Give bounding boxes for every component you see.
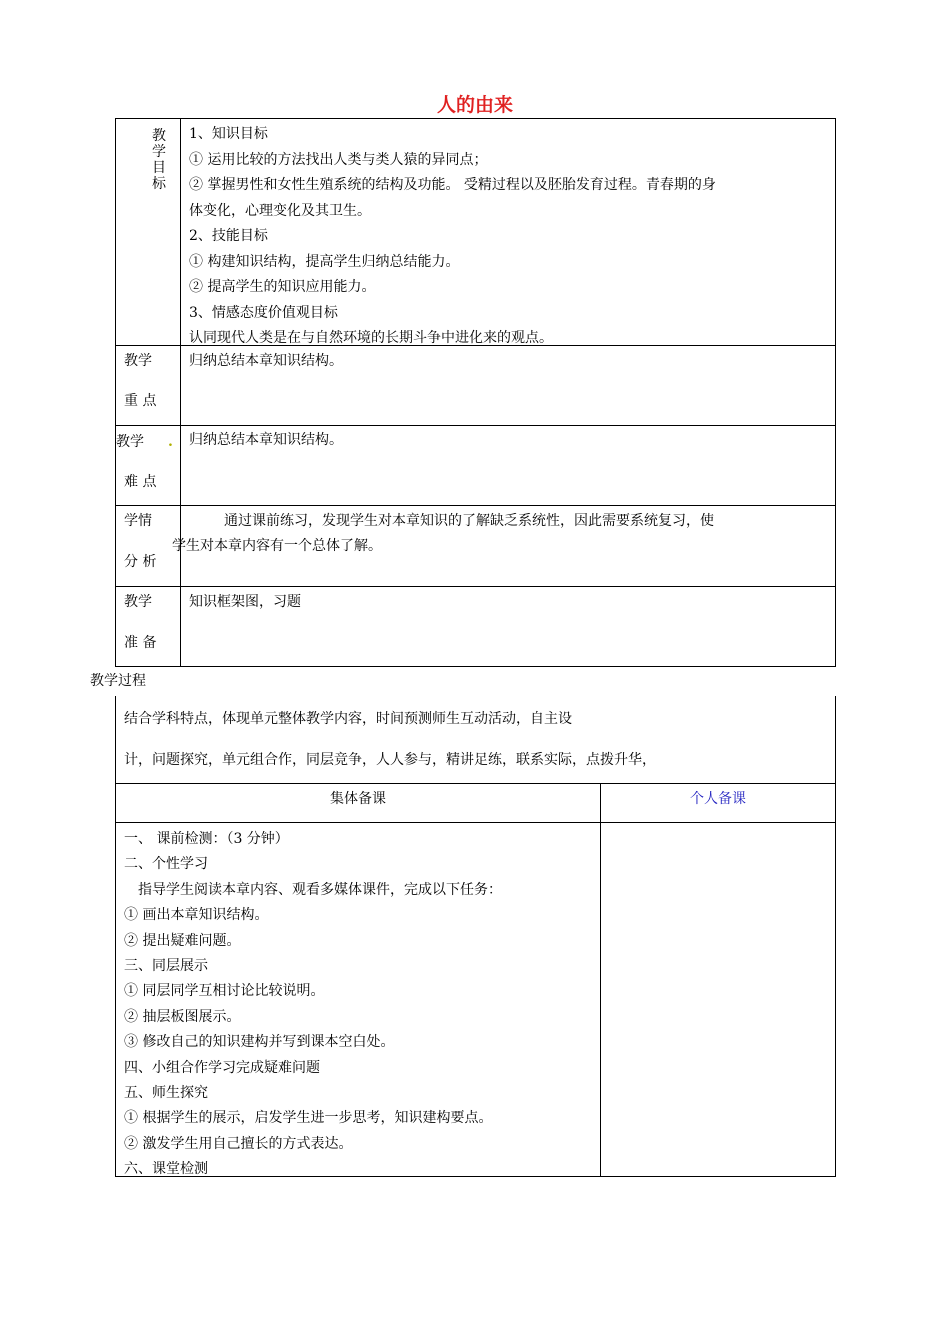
difficulty-label-top: 教学 (116, 434, 144, 450)
objective-line: 2、技能目标 (189, 228, 268, 244)
objective-line: ① 构建知识结构，提高学生归纳总结能力。 (189, 253, 460, 270)
analysis-line-1: 通过课前练习，发现学生对本章知识的了解缺乏系统性，因此需要系统复习，使 (224, 513, 714, 529)
list-item: 二、个性学习 (124, 856, 208, 873)
analysis-line-2: 学生对本章内容有一个总体了解。 (172, 538, 382, 554)
objective-line: 认同现代人类是在与自然环境的长期斗争中进化来的观点。 (189, 330, 553, 346)
preparation-text: 知识框架图，习题 (189, 594, 301, 610)
group-prep-header: 集体备课 (330, 791, 386, 807)
process-label: 教学过程 (90, 673, 146, 689)
key-point-label-bottom: 重 点 (124, 393, 157, 409)
page-title: 人的由来 (436, 94, 513, 116)
process-line-1: 结合学科特点，体现单元整体教学内容，时间预测师生互动活动，自主设 (124, 711, 572, 727)
list-item: ① 画出本章知识结构。 (124, 907, 269, 924)
process-line-2: 计，问题探究，单元组合作，同层竞争，人人参与，精讲足练，联系实际，点拨升华， (124, 752, 656, 768)
list-item: ① 根据学生的展示，启发学生进一步思考，知识建构要点。 (124, 1110, 493, 1127)
objective-line: ① 运用比较的方法找出人类与类人猿的异同点； (189, 151, 488, 168)
list-item: 一、 课前检测：（3 分钟） (124, 831, 289, 847)
objectives-content (189, 122, 716, 352)
list-item: ① 同层同学互相讨论比较说明。 (124, 983, 325, 1000)
personal-prep-header: 个人备课 (690, 791, 746, 807)
difficulty-dot: . (168, 434, 173, 450)
list-item: 五、师生探究 (124, 1085, 208, 1102)
objective-line: ② 掌握男性和女性生殖系统的结构及功能。 受精过程以及胚胎发育过程。青春期的身 (189, 177, 716, 193)
list-item: 六、课堂检测 (124, 1161, 208, 1178)
key-point-text: 归纳总结本章知识结构。 (189, 353, 343, 369)
difficulty-text: 归纳总结本章知识结构。 (189, 432, 343, 448)
analysis-label-top: 学情 (124, 513, 152, 529)
key-point-label-top: 教学 (124, 353, 152, 369)
list-item: 三、同层展示 (124, 958, 208, 975)
list-item: ② 激发学生用自己擅长的方式表达。 (124, 1135, 353, 1152)
list-item: ③ 修改自己的知识建构并写到课本空白处。 (124, 1034, 395, 1051)
list-item: 指导学生阅读本章内容、观看多媒体课件，完成以下任务： (124, 881, 502, 898)
objective-line: ② 提高学生的知识应用能力。 (189, 279, 376, 295)
objective-line: 3、情感态度价值观目标 (189, 304, 338, 321)
list-item: 四、小组合作学习完成疑难问题 (124, 1059, 320, 1076)
preparation-label-top: 教学 (124, 594, 152, 610)
difficulty-label-bottom: 难 点 (124, 474, 157, 490)
objective-line: 体变化，心理变化及其卫生。 (189, 202, 371, 219)
list-item: ② 抽层板图展示。 (124, 1008, 241, 1025)
objectives-label: 教 学 目 标 (152, 128, 166, 192)
list-item: ② 提出疑难问题。 (124, 932, 241, 949)
preparation-label-bottom: 准 备 (124, 635, 157, 651)
steps-list (124, 827, 502, 1183)
analysis-label-bottom: 分 析 (124, 554, 157, 570)
objective-line: 1、知识目标 (189, 126, 268, 142)
